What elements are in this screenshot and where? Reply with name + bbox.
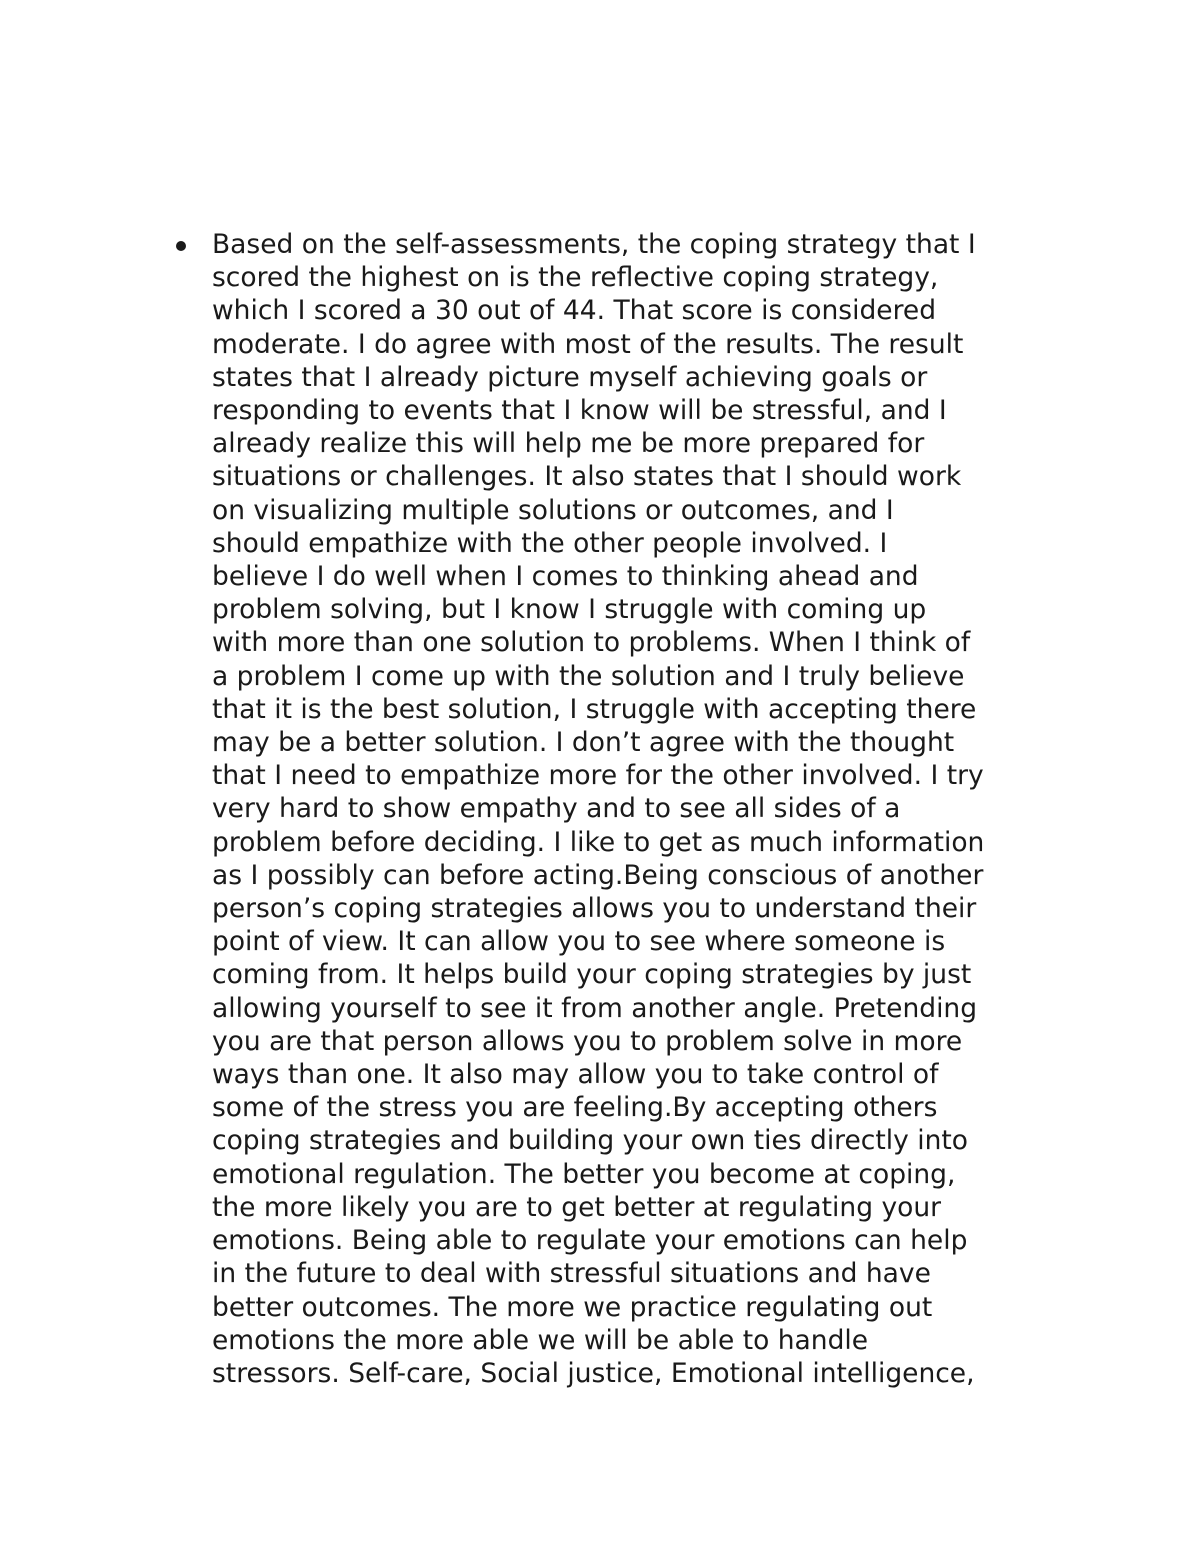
bullet-list <box>172 228 1072 1390</box>
paragraph-text: Based on the self-assessments, the coping strategy that I scored the highest on is the reflective coping strategy, which I scored a 30 out of 44. That score is considered moderate. I do agree with most of the results. The result states that I already picture myself achieving goals or responding to events that I know will be stressful, and I already realize this will help me be more prepared for situations or challenges. It also states that I should work on visualizing multiple solutions or outcomes, and I should empathize with the other people involved. I believe I do well when I comes to thinking ahead and problem solving, but I know I struggle with coming up with more than one solution to problems. When I think of a problem I come up with the solution and I truly believe that it is the best solution, I struggle with accepting there may be a better solution. I don’t agree with the thought that I need to empathize more for the other involved. I try very hard to show empathy and to see all sides of a problem before deciding. I like to get as much information as I possibly can before acting.Being conscious of another person’s coping strategies allows you to understand their point of view. It can allow you to see where someone is coming from. It helps build your coping strategies by just allowing yourself to see it from another angle. Pretending you are that person allows you to problem solve in more ways than one. It also may allow you to take control of some of the stress you are feeling.By accepting others coping strategies and building your own ties directly into emotional regulation. The better you become at coping, the more likely you are to get better at regulating your emotions. Being able to regulate your emotions can help in the future to deal with stressful situations and have better outcomes. The more we practice regulating out emotions the more able we will be able to handle stressors. Self-care, Social justice, Emotional intelligence, <box>212 229 985 1389</box>
bullet-icon <box>176 241 186 251</box>
list-item <box>172 228 1072 1390</box>
